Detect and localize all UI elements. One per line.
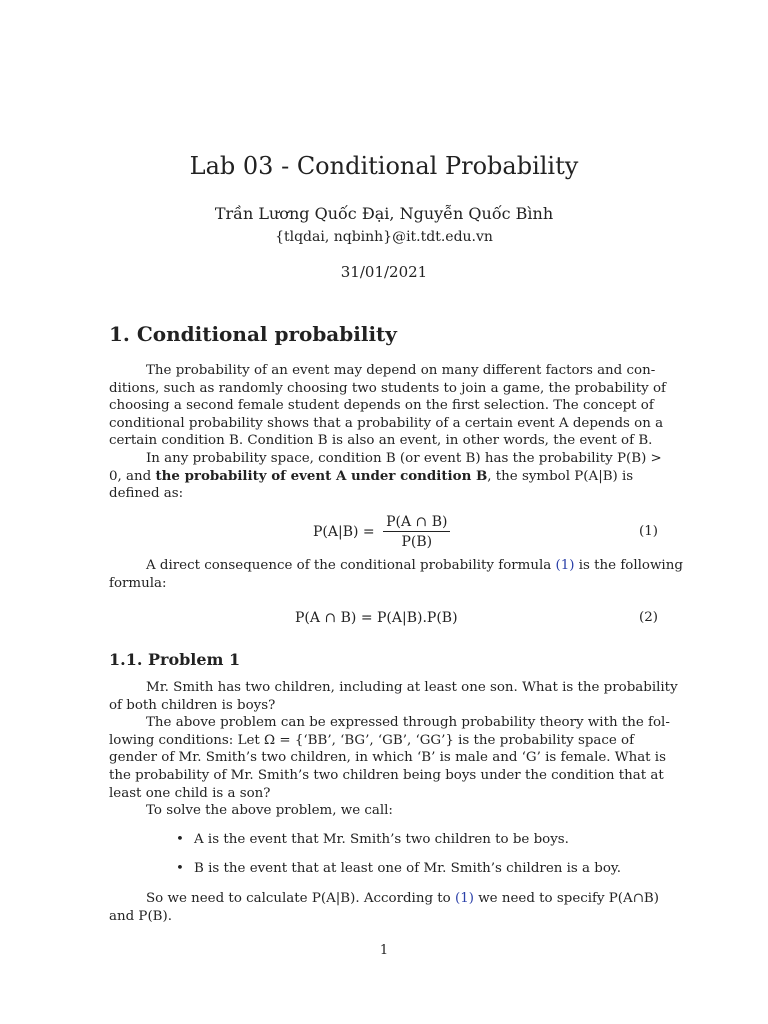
text-line: conditional probability shows that a probability of a certain event A depends on a [109, 415, 664, 431]
text-line: certain condition B. Condition B is also an event, in other words, the event of B. [109, 433, 653, 449]
text-line: Mr. Smith has two children, including at least one son. What is the probability [146, 680, 678, 695]
paragraph-consequence [109, 557, 683, 592]
page-number: 1 [379, 943, 389, 958]
text-line: choosing a second female student depends on the first selection. The concept of [109, 398, 654, 414]
paragraph-intro [109, 362, 666, 503]
text-line: and P(B). [109, 908, 172, 924]
equation-label-2: (2) [639, 610, 658, 625]
text-line: In any probability space, condition B (or event B) has the probability P(B) > [146, 450, 662, 466]
text-line: ditions, such as randomly choosing two students to join a game, the probability of [109, 380, 666, 396]
text-line: defined as: [109, 486, 184, 502]
text-line: 0, and the probability of event A under condition B, the symbol P(A|B) is [109, 467, 634, 484]
text-line: The above problem can be expressed through probability theory with the fol- [146, 715, 670, 731]
text-line: least one child is a son? [109, 785, 271, 801]
bullet-icon: • [176, 861, 184, 876]
text-line: of both children is boys? [109, 697, 276, 713]
equation-1 [313, 514, 450, 550]
equation-reference-link[interactable]: (1) [555, 558, 575, 573]
text-line: A direct consequence of the conditional probability formula (1) is the following [146, 558, 683, 573]
equation-reference-link[interactable]: (1) [455, 891, 474, 906]
subsection-heading: 1.1. Problem 1 [109, 650, 241, 669]
document-date: 31/01/2021 [340, 263, 428, 281]
text-line: gender of Mr. Smith’s two children, in which ‘B’ is male and ‘G’ is female. What is [109, 750, 666, 766]
equation-label-1: (1) [639, 524, 658, 539]
text-line: lowing conditions: Let Ω = {‘BB’, ‘BG’, ‘GB’, ‘GG’} is the probability space of [109, 732, 635, 748]
fraction-denominator: P(B) [401, 534, 433, 550]
equation-lhs: P(A|B) = [313, 524, 375, 540]
authors: Trần Lương Quốc Đại, Nguyễn Quốc Bình [214, 204, 554, 223]
document-title: Lab 03 - Conditional Probability [189, 152, 579, 180]
paragraph-problem [109, 679, 678, 820]
text-line: To solve the above problem, we call: [146, 803, 393, 819]
section-heading: 1. Conditional probability [109, 322, 397, 346]
equation-2: P(A ∩ B) = P(A|B).P(B) [295, 610, 458, 626]
list-item: B is the event that at least one of Mr. Smith’s children is a boy. [194, 861, 621, 876]
fraction [383, 514, 450, 550]
text-line: The probability of an event may depend on many different factors and con- [146, 363, 656, 378]
paragraph-next-step [109, 890, 658, 925]
list-item: A is the event that Mr. Smith’s two children to be boys. [194, 832, 569, 847]
author-emails: {tlqdai, nqbinh}@it.tdt.edu.vn [275, 229, 493, 245]
text-line: the probability of Mr. Smith’s two children being boys under the condition that at [109, 767, 664, 783]
text-line: formula: [109, 575, 167, 591]
fraction-numerator: P(A ∩ B) [383, 514, 450, 532]
bold-phrase: the probability of event A under condition B [155, 467, 488, 484]
text-line: So we need to calculate P(A|B). According to (1) we need to specify P(A∩B) [146, 891, 659, 906]
bullet-icon: • [176, 832, 184, 847]
